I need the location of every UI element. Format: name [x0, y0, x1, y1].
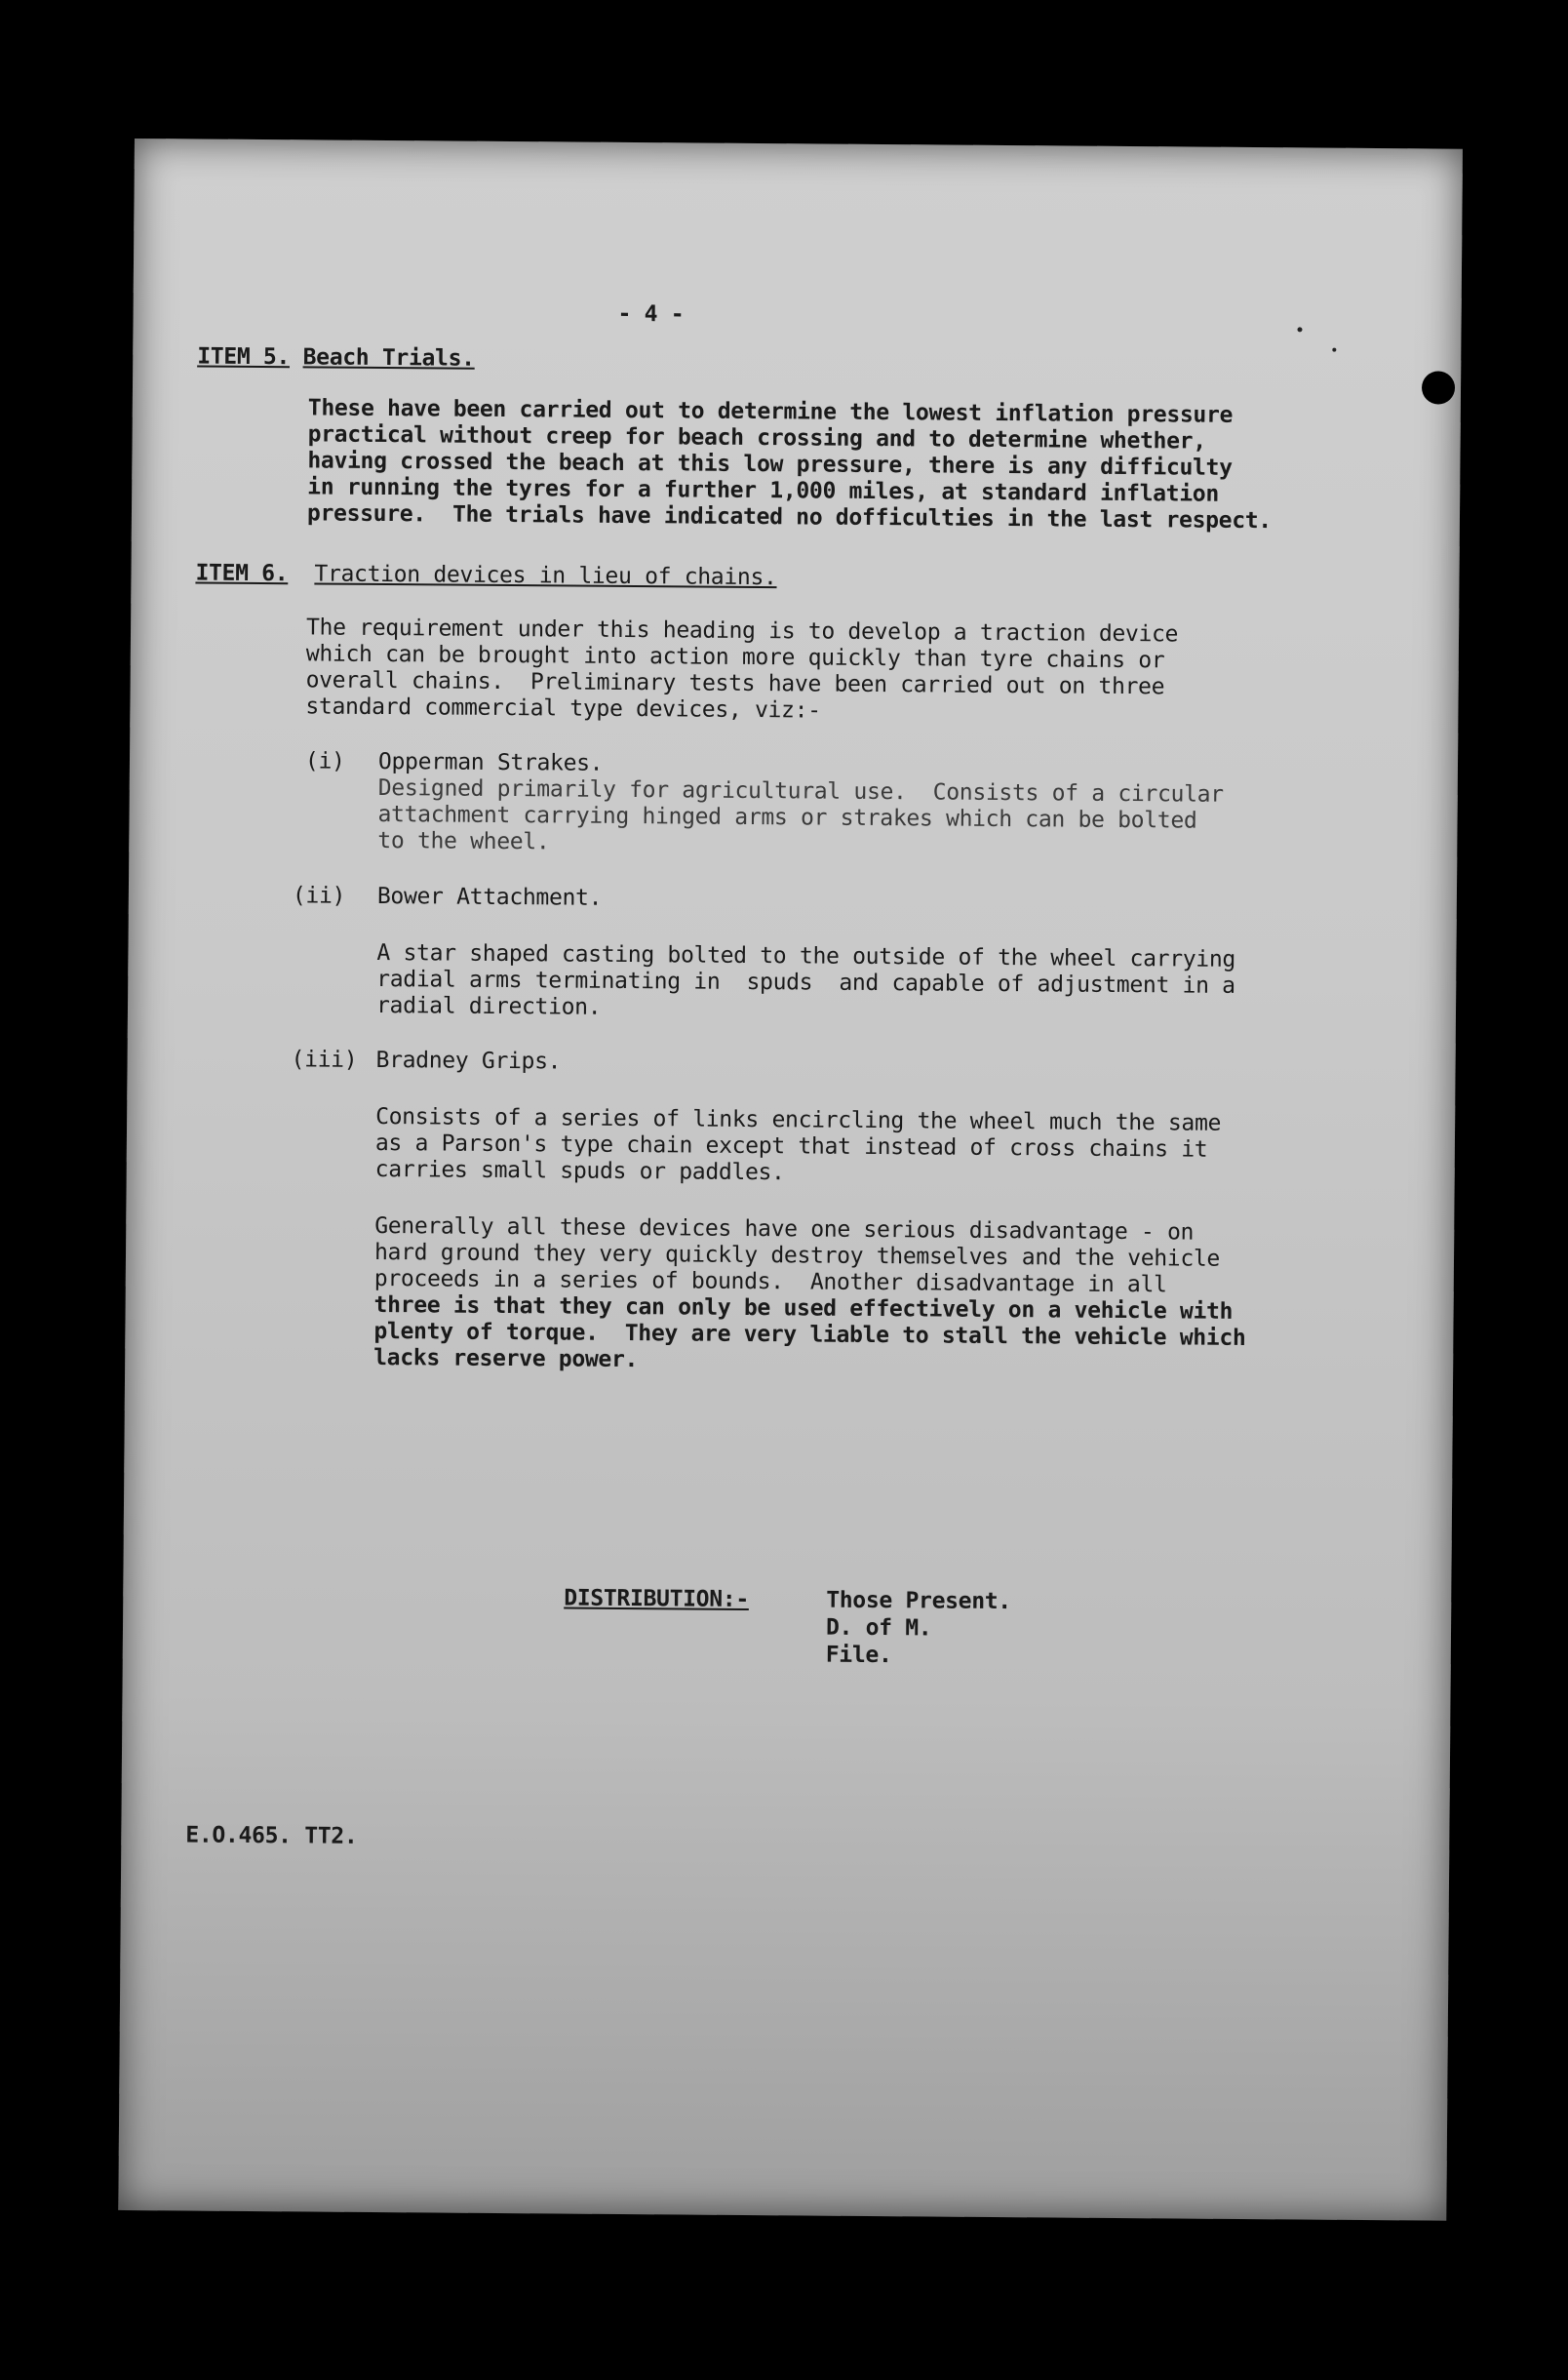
device-numeral: (ii) [292, 883, 346, 909]
item5-line: These have been carried out to determine the lowest inflation pressure [307, 395, 1234, 428]
item5-label: ITEM 5. [197, 343, 291, 371]
distribution-recipient: Those Present. [826, 1587, 1012, 1615]
item6-line: standard commercial type devices, viz:- [305, 694, 821, 724]
general-line: lacks reserve power. [373, 1344, 639, 1373]
item5-title: Beach Trials. [302, 344, 475, 372]
device-line: to the wheel. [377, 827, 550, 855]
general-line: hard ground they very quickly destroy themselves and the vehicle [373, 1239, 1221, 1272]
device-line: as a Parson's type chain except that instead of cross chains it [374, 1130, 1208, 1163]
item5-heading [197, 344, 475, 373]
general-line: Generally all these devices have one serious disadvantage - on [374, 1212, 1195, 1246]
device-name: Opperman Strakes. [377, 748, 604, 776]
reference-code: E.O.465. TT2. [185, 1822, 358, 1849]
device-line: radial arms terminating in spuds and capable of adjustment in a [376, 966, 1235, 999]
item6-label: ITEM 6. [195, 560, 289, 587]
device-numeral: (iii) [291, 1047, 358, 1073]
device-line: carries small spuds or paddles. [374, 1156, 785, 1186]
device-line: attachment carrying hinged arms or strakes which can be bolted [377, 801, 1197, 834]
item5-line: in running the tyres for a further 1,000 miles, at standard inflation [307, 474, 1220, 507]
punch-hole [1422, 371, 1455, 404]
item5-line: pressure. The trials have indicated no dofficulties in the last respect. [306, 500, 1273, 535]
general-line: three is that they can only be used effectively on a vehicle with [373, 1291, 1234, 1325]
device-line: radial direction. [375, 992, 602, 1020]
device-name: Bradney Grips. [375, 1047, 562, 1075]
distribution-recipient: D. of M. [825, 1614, 932, 1642]
page-number: - 4 - [617, 300, 685, 328]
speck [1332, 348, 1336, 352]
item6-line: which can be brought into action more quickly than tyre chains or [305, 641, 1165, 674]
item6-title: Traction devices in lieu of chains. [314, 561, 777, 591]
general-line: plenty of torque. They are very liable to stall the vehicle which [373, 1318, 1246, 1351]
device-line: A star shaped casting bolted to the outside of the wheel carrying [376, 939, 1236, 972]
device-line: Consists of a series of links encircling the wheel much the same [375, 1103, 1222, 1136]
item6-line: overall chains. Preliminary tests have been carried out on three [305, 667, 1165, 700]
item6-line: The requirement under this heading is to develop a traction device [305, 615, 1179, 648]
device-name: Bower Attachment. [376, 883, 603, 911]
item6-heading [195, 561, 776, 592]
item5-line: practical without creep for beach crossing and to determine whether, [307, 421, 1206, 455]
distribution-label: DISTRIBUTION:- [564, 1585, 750, 1612]
speck [1297, 327, 1302, 332]
general-line: proceeds in a series of bounds. Another disadvantage in all [373, 1265, 1167, 1298]
device-numeral: (i) [304, 748, 345, 774]
device-line: Designed primarily for agricultural use. Consists of a circular [377, 774, 1224, 808]
document-page [118, 139, 1463, 2221]
distribution-recipient: File. [825, 1642, 892, 1669]
item5-line: having crossed the beach at this low pressure, there is any difficulty [307, 448, 1233, 481]
